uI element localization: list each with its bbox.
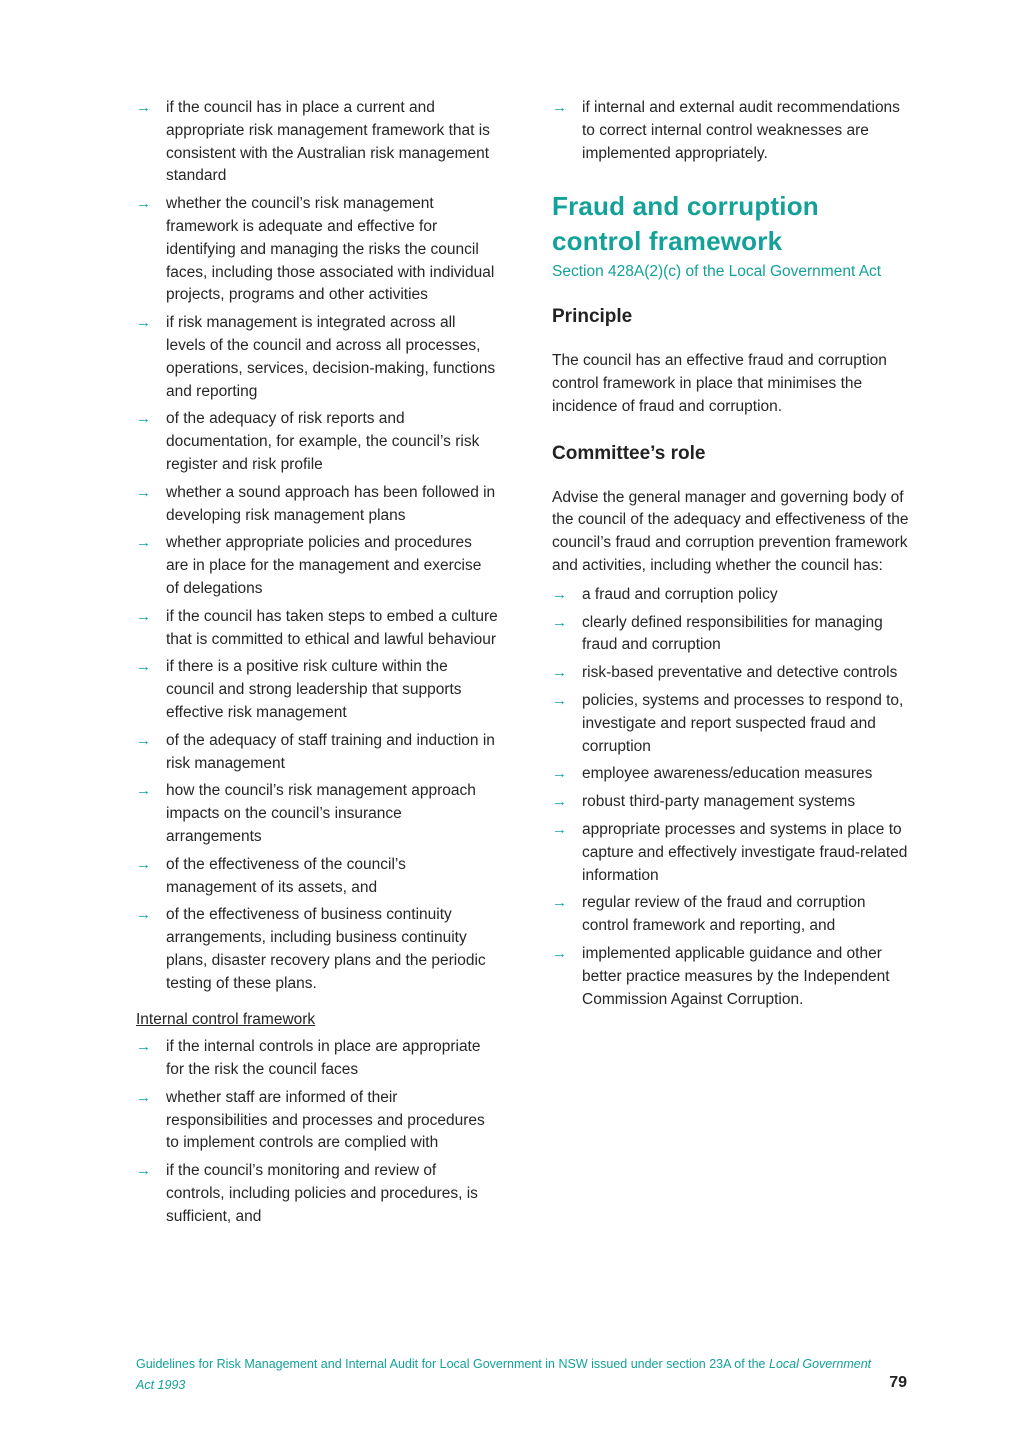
list-item	[136, 1087, 498, 1155]
list-item	[552, 819, 912, 887]
audit-recommendations-list	[552, 97, 912, 165]
list-item	[136, 97, 498, 188]
list-item	[136, 1160, 498, 1228]
list-item-text: if the council has in place a current and appropriate risk management framework that is consistent with the Australian risk management standard	[166, 99, 490, 185]
left-column	[136, 97, 498, 1234]
committee-role-heading: Committee’s role	[552, 442, 706, 464]
list-item-text: implemented applicable guidance and other better practice measures by the Independent Commission Against Corruption.	[582, 944, 890, 1008]
arrow-right-icon: →	[136, 855, 151, 873]
arrow-right-icon: →	[136, 1162, 151, 1180]
list-item-text: how the council’s risk management approach impacts on the council’s insurance arrangements	[166, 782, 476, 845]
list-item-text: of the adequacy of risk reports and documentation, for example, the council’s risk register and risk profile	[166, 410, 480, 473]
arrow-right-icon: →	[136, 1038, 151, 1056]
list-item-text: whether a sound approach has been followed in developing risk management plans	[166, 483, 496, 524]
footer-act-title: Local Government Act 1993	[136, 1357, 872, 1392]
list-item-text: if the council’s monitoring and review of controls, including policies and procedures, is sufficient, and	[166, 1162, 478, 1225]
list-item	[136, 780, 498, 848]
list-item	[552, 943, 912, 1011]
arrow-right-icon: →	[552, 691, 567, 709]
list-item	[552, 612, 912, 658]
list-item	[136, 606, 498, 652]
arrow-right-icon: →	[136, 410, 151, 428]
list-item-text: whether staff are informed of their responsibilities and processes and procedures to implement controls are complied with	[166, 1088, 485, 1152]
arrow-right-icon: →	[136, 314, 151, 332]
list-item	[552, 662, 912, 685]
list-item	[136, 312, 498, 403]
list-item	[552, 97, 912, 165]
arrow-right-icon: →	[552, 585, 567, 603]
arrow-right-icon: →	[552, 944, 567, 962]
section-reference: Section 428A(2)(c) of the Local Government Act	[552, 263, 882, 281]
list-item-text: robust third-party management systems	[582, 793, 856, 811]
right-column	[552, 97, 912, 1016]
list-item-text: risk-based preventative and detective controls	[582, 664, 898, 682]
arrow-right-icon: →	[552, 820, 567, 838]
arrow-right-icon: →	[136, 99, 151, 116]
arrow-right-icon: →	[552, 793, 567, 811]
list-item	[552, 791, 912, 814]
list-item-text: whether appropriate policies and procedures are in place for the management and exercise of delegations	[166, 534, 482, 597]
list-item-text: of the effectiveness of business continuity arrangements, including business continuity plans, disaster recovery plans and the periodic testing of these plans.	[166, 906, 486, 992]
list-item	[136, 408, 498, 476]
footer-citation	[136, 1354, 876, 1396]
arrow-right-icon: →	[136, 607, 151, 625]
arrow-right-icon: →	[552, 765, 567, 783]
list-item-text: if the internal controls in place are appropriate for the risk the council faces	[166, 1038, 481, 1079]
risk-management-list	[136, 97, 498, 995]
arrow-right-icon: →	[552, 894, 567, 912]
principle-text: The council has an effective fraud and corruption control framework in place that minimises the incidence of fraud and corruption.	[552, 352, 887, 415]
list-item-text: whether the council’s risk management framework is adequate and effective for identifying and managing the risks the council faces, including those associated with individual projects, programs and other activities	[166, 195, 495, 304]
arrow-right-icon: →	[552, 664, 567, 682]
arrow-right-icon: →	[136, 658, 151, 676]
arrow-right-icon: →	[552, 613, 567, 631]
list-item-text: a fraud and corruption policy	[582, 585, 778, 603]
list-item-text: if there is a positive risk culture within the council and strong leadership that supports effective risk management	[166, 658, 462, 721]
footer-text: Guidelines for Risk Management and Internal Audit for Local Government in NSW issued under section 23A of the	[136, 1357, 766, 1371]
list-item	[136, 193, 498, 307]
list-item	[136, 482, 498, 528]
list-item	[552, 584, 912, 607]
list-item	[136, 1036, 498, 1082]
arrow-right-icon: →	[136, 534, 151, 552]
internal-control-list	[136, 1036, 498, 1228]
list-item-text: of the adequacy of staff training and induction in risk management	[166, 731, 495, 772]
list-item-text: of the effectiveness of the council’s management of its assets, and	[166, 855, 406, 896]
list-item	[552, 892, 912, 938]
page-number: 79	[889, 1374, 907, 1391]
list-item-text: appropriate processes and systems in place to capture and effectively investigate fraud-related information	[582, 820, 908, 884]
list-item-text: if internal and external audit recommendations to correct internal control weaknesses are implemented appropriately.	[582, 99, 900, 162]
list-item-text: if risk management is integrated across all levels of the council and across all processes, operations, services, decision-making, functions and reporting	[166, 314, 496, 400]
list-item	[136, 532, 498, 600]
principle-heading: Principle	[552, 306, 633, 328]
arrow-right-icon: →	[136, 1088, 151, 1106]
list-item-text: clearly defined responsibilities for managing fraud and corruption	[582, 613, 883, 654]
arrow-right-icon: →	[136, 483, 151, 501]
arrow-right-icon: →	[136, 195, 151, 213]
list-item-text: if the council has taken steps to embed a culture that is committed to ethical and lawful behaviour	[166, 607, 498, 648]
list-item	[136, 854, 498, 900]
list-item	[136, 904, 498, 995]
list-item	[136, 656, 498, 724]
arrow-right-icon: →	[136, 731, 151, 749]
section-title: Fraud and corruption control framework	[552, 191, 819, 257]
list-item	[136, 730, 498, 776]
list-item-text: regular review of the fraud and corruption control framework and reporting, and	[582, 894, 866, 935]
list-item	[552, 690, 912, 758]
list-item	[552, 763, 912, 786]
internal-control-heading: Internal control framework	[136, 1011, 316, 1029]
list-item-text: policies, systems and processes to respond to, investigate and report suspected fraud and corruption	[582, 691, 904, 755]
committee-role-intro: Advise the general manager and governing body of the council of the adequacy and effectiveness of the council’s fraud and corruption prevention framework and activities, including whether the council has:	[552, 488, 909, 574]
committee-role-list	[552, 584, 912, 1012]
list-item-text: employee awareness/education measures	[582, 765, 873, 783]
arrow-right-icon: →	[136, 782, 151, 800]
arrow-right-icon: →	[136, 906, 151, 924]
arrow-right-icon: →	[552, 99, 567, 116]
